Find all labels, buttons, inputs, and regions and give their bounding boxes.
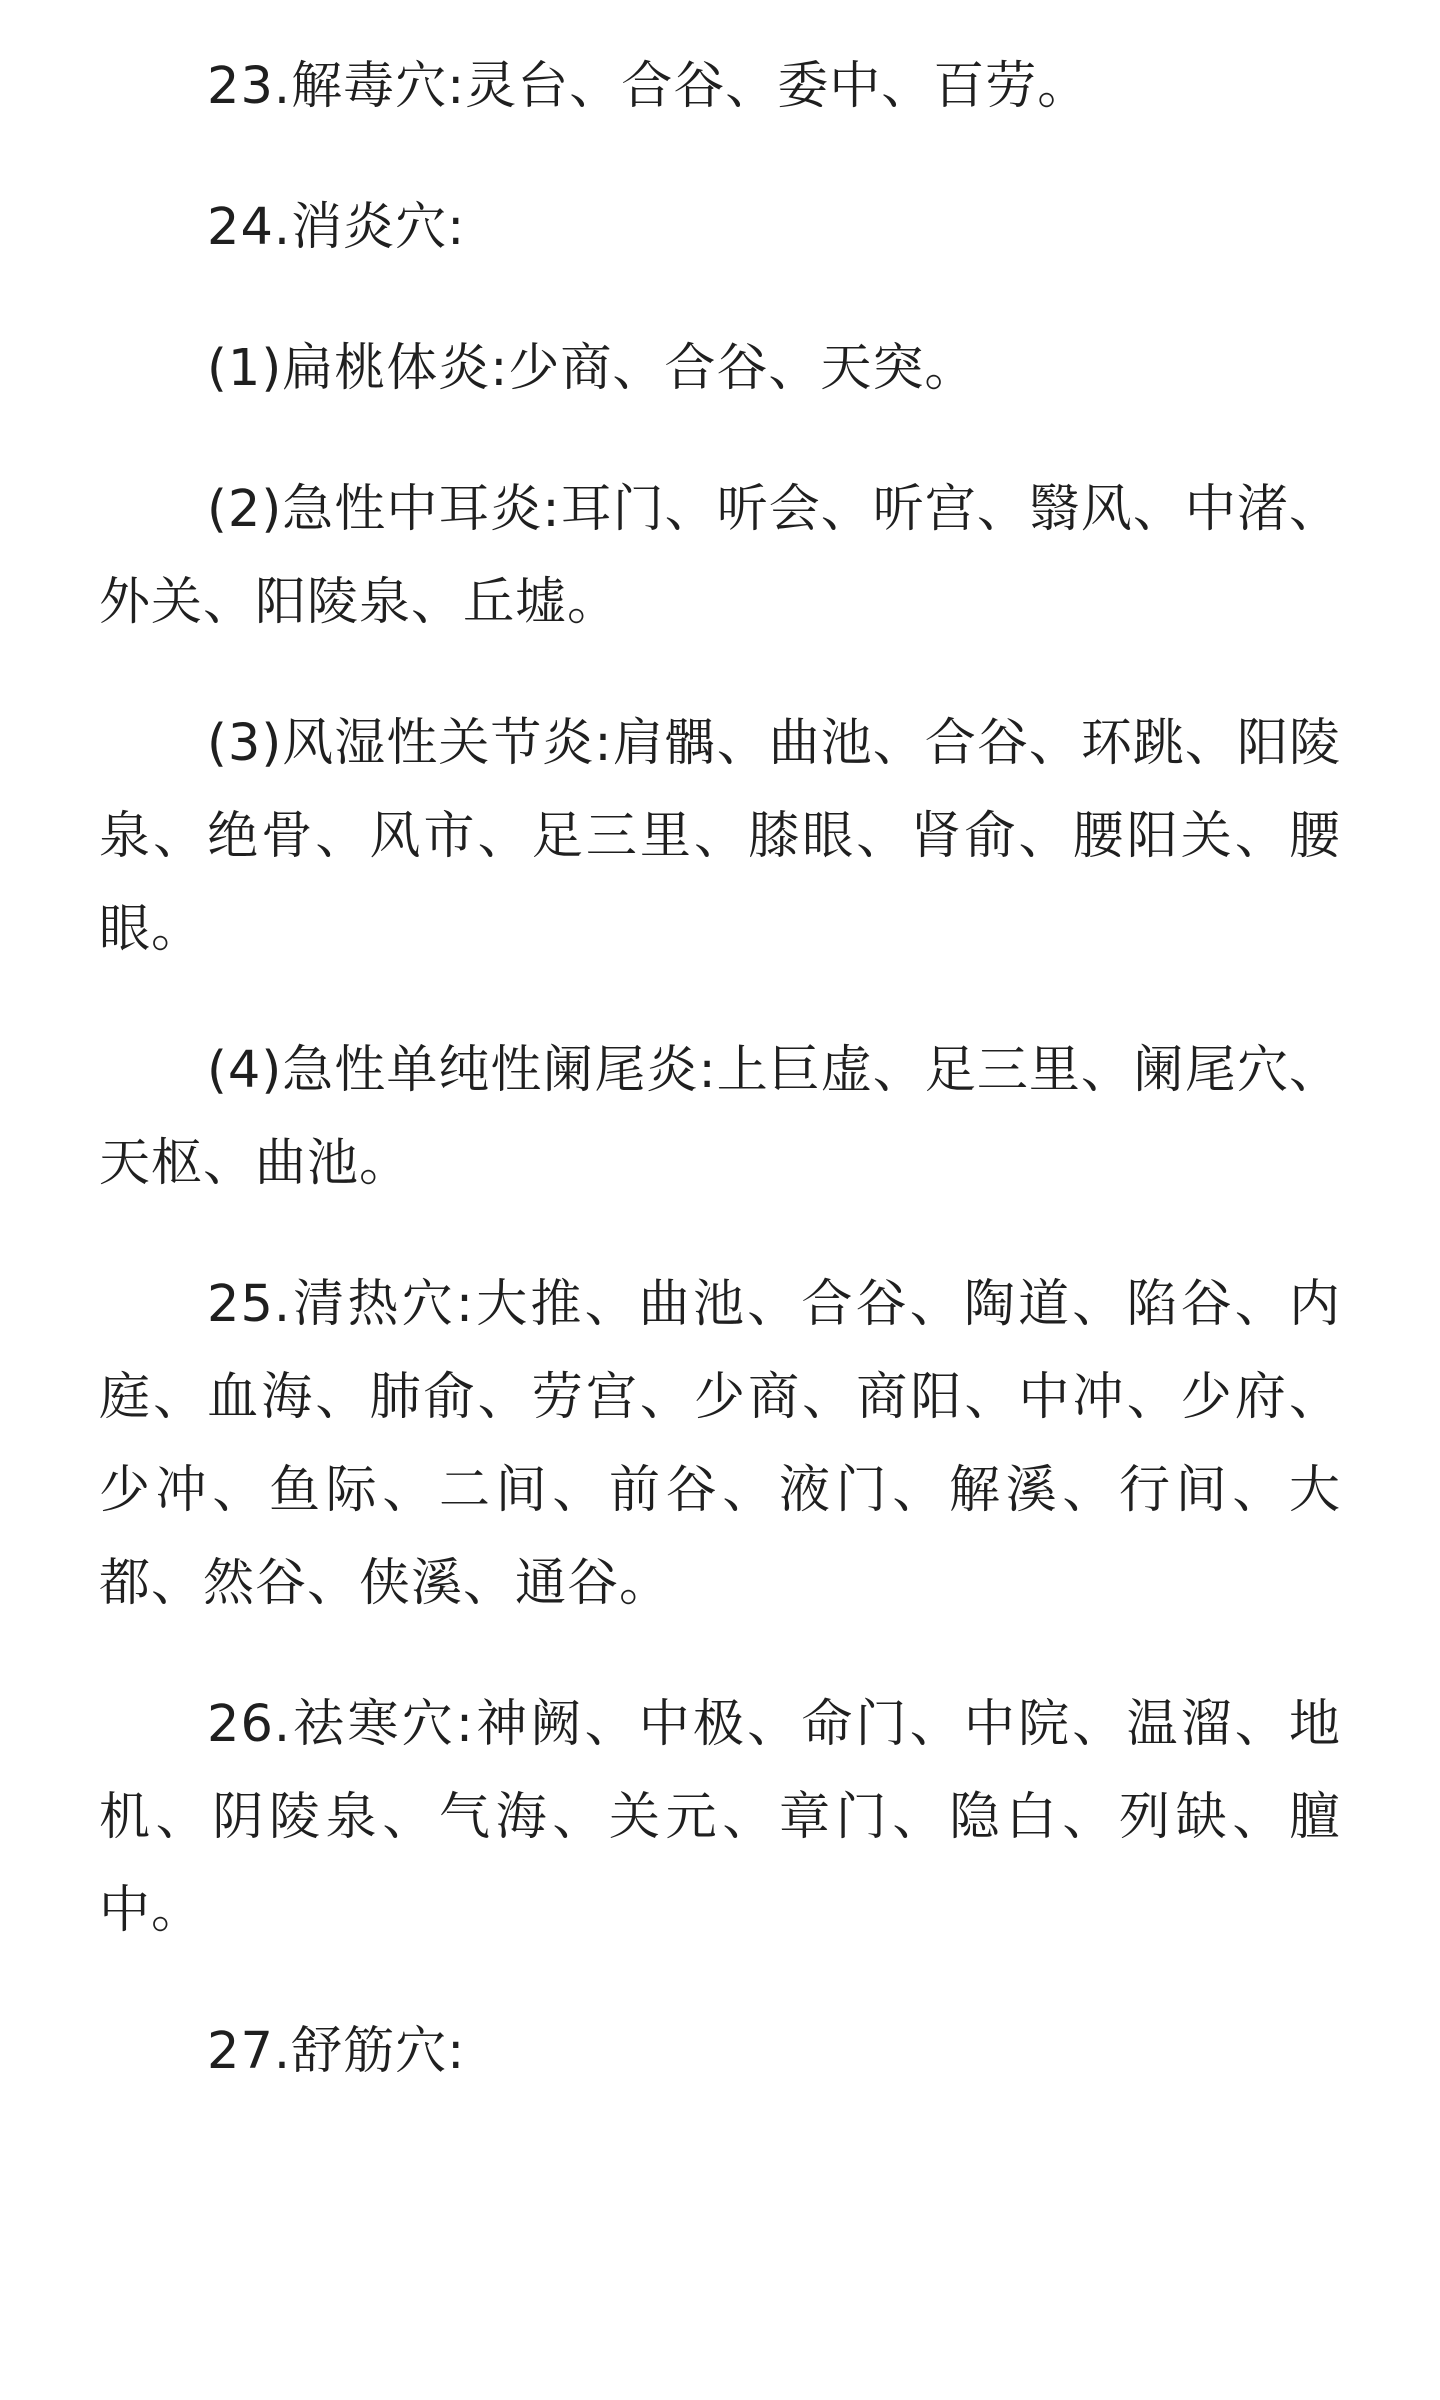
item-25-clear-heat-points: 25.清热穴:大推、曲池、合谷、陶道、陷谷、内庭、血海、肺俞、劳宫、少商、商阳、中冲、少府、少冲、鱼际、二间、前谷、液门、解溪、行间、大都、然谷、侠溪、通谷。 bbox=[99, 1275, 1341, 1613]
item-24-2-otitis-media: (2)急性中耳炎:耳门、听会、听宫、翳风、中渚、外关、阳陵泉、丘墟。 bbox=[99, 480, 1341, 632]
item-26-dispel-cold-points: 26.祛寒穴:神阙、中极、命门、中院、温溜、地机、阴陵泉、气海、关元、章门、隐白、列缺、膻中。 bbox=[99, 1695, 1341, 1940]
item-27-relax-tendon-heading: 27.舒筋穴: bbox=[207, 2022, 466, 2081]
item-24-3-rheumatoid-arthritis: (3)风湿性关节炎:肩髃、曲池、合谷、环跳、阳陵泉、绝骨、风市、足三里、膝眼、肾俞、腰阳关、腰眼。 bbox=[99, 714, 1341, 959]
item-24-4-appendicitis: (4)急性单纯性阑尾炎:上巨虚、足三里、阑尾穴、天枢、曲池。 bbox=[99, 1041, 1341, 1193]
item-24-1-tonsillitis: (1)扁桃体炎:少商、合谷、天突。 bbox=[207, 339, 977, 398]
item-23-detox-points: 23.解毒穴:灵台、合谷、委中、百劳。 bbox=[207, 57, 1090, 116]
item-24-anti-inflammation-heading: 24.消炎穴: bbox=[207, 198, 466, 257]
